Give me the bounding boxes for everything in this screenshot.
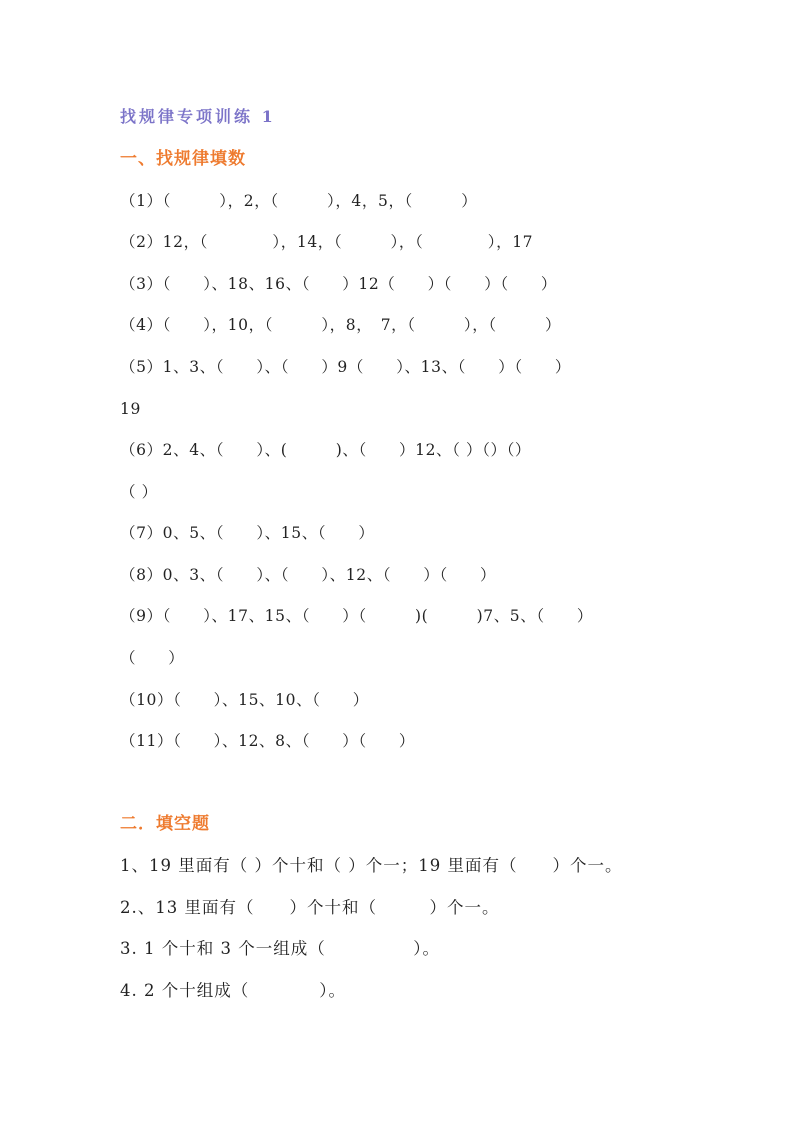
question-line: （11）（ ）、12、8、（ ）（ ） <box>120 732 416 750</box>
question-line: （7）0、5、（ ）、15、（ ） <box>120 524 375 542</box>
question-line: （6）2、4、（ ）、( )、（ ）12、（ ）（）（） <box>120 441 532 459</box>
question-line: （8）0、3、（ ）、（ ）、12、（ ）（ ） <box>120 566 497 584</box>
question-line: （4）（ ），10，（ ），8， 7，（ ），（ ） <box>120 316 562 334</box>
question-line: （9）（ ）、17、15、（ ）（ )( )7、5、（ ） <box>120 607 594 625</box>
question-line: （2）12，（ ），14，（ ），（ ），17 <box>120 233 534 251</box>
fill-blank-line: 3. 1 个十和 3 个一组成（ ）。 <box>120 939 440 958</box>
question-line-continuation: 19 <box>120 400 141 418</box>
question-line-continuation: （ ） <box>120 649 185 667</box>
question-line: （1）（ ），2，（ ），4，5，（ ） <box>120 192 478 210</box>
worksheet-title: 找规律专项训练 1 <box>120 107 276 126</box>
fill-blank-line: 4. 2 个十组成（ ）。 <box>120 981 346 1000</box>
question-line: （5）1、3、（ ）、（ ）9（ ）、13、（ ）（ ） <box>120 358 571 376</box>
section-heading-fill-blank: 二．填空题 <box>120 814 210 834</box>
fill-blank-line: 2.、13 里面有（ ）个十和（ ）个一。 <box>120 898 500 917</box>
question-line: （3）（ ）、18、16、（ ）12（ ）（ ）（ ） <box>120 275 557 293</box>
question-line: （10）（ ）、15、10、（ ） <box>120 691 369 709</box>
fill-blank-line: 1、19 里面有（ ）个十和（ ）个一；19 里面有（ ）个一。 <box>120 856 623 875</box>
question-line-continuation: （ ） <box>120 483 158 501</box>
section-heading-pattern: 一、找规律填数 <box>120 149 246 169</box>
